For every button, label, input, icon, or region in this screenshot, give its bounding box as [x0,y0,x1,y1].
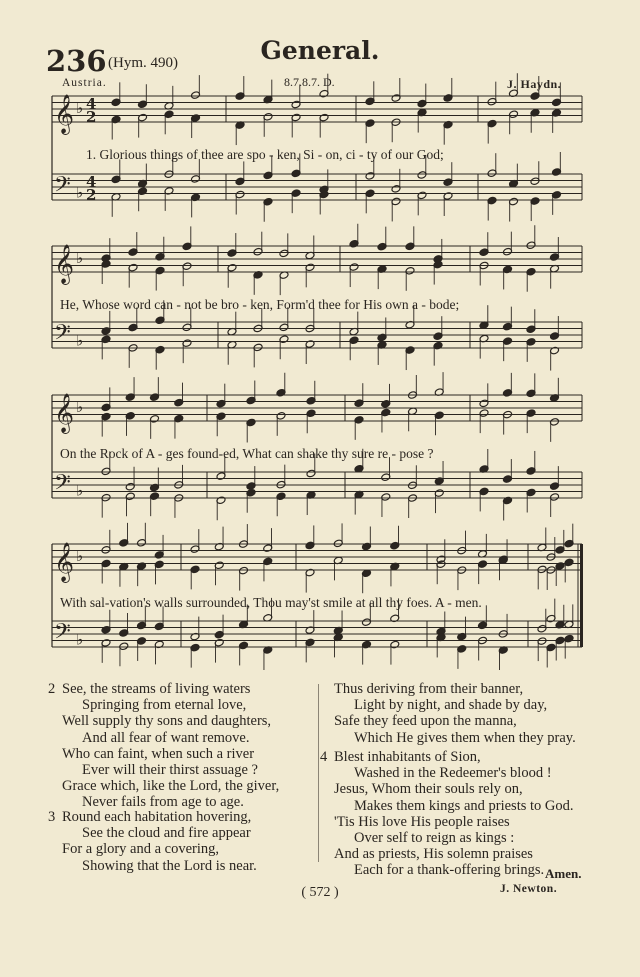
lyric-line-3: On the Rock of A - ges found-ed, What can shake thy sure re - pose ? [60,446,434,461]
treble-clef-icon: 𝄞 [54,244,75,284]
bass-clef-icon: 𝄢 [54,470,71,501]
flat-icon: ♭ [76,99,84,117]
verse-line: See the cloud and fire appear [82,825,251,842]
hymn-number: 236 [46,44,107,78]
time-signature-top: 4 [86,95,97,113]
verse-3 [62,809,257,874]
verse-number: 2 [48,681,56,697]
verse-line: Jesus, Whom their souls rely on, [334,781,523,798]
verse-4 [334,749,574,879]
verse-line: 'Tis His love His people raises [334,813,510,830]
verse-line: Ever will their thirst assuage ? [82,762,258,779]
meter: 8.7.8.7. D. [284,75,335,89]
section-title: General. [260,36,380,65]
verse-line: Light by night, and shade by day, [354,697,548,714]
lyric-line-2: He, Whose word can - not be bro - ken, Form'd thee for His own a - bode; [60,297,460,312]
treble-clef-icon: 𝄞 [54,393,75,433]
verse-line: Round each habitation hovering, [62,809,252,825]
hymn-alt-number: (Hym. 490) [108,55,178,71]
verse-line: Blest inhabitants of Sion, [334,749,481,765]
verse-line: And as priests, His solemn praises [334,846,533,863]
flat-icon: ♭ [76,547,84,565]
verse-line: Well supply thy sons and daughters, [62,713,272,730]
verse-line: See, the streams of living waters [62,681,251,697]
verse-3-continued [334,681,576,746]
verse-line: For a glory and a covering, [62,841,220,858]
verse-line: Safe they feed upon the manna, [334,713,517,730]
author-credit: J. Newton. [500,883,558,895]
flat-icon: ♭ [76,183,84,202]
verse-line: Grace which, like the Lord, the giver, [62,778,280,795]
verse-line: Who can faint, when such a river [62,745,255,762]
final-bar-thick [580,544,583,647]
verse-line: Washed in the Redeemer's blood ! [354,765,552,782]
flat-icon: ♭ [76,398,84,416]
time-signature-top: 4 [86,173,97,191]
verse-line: Makes them kings and priests to God. [354,797,574,814]
verse-line: Thus deriving from their banner, [334,681,524,697]
flat-icon: ♭ [76,249,84,267]
flat-icon: ♭ [76,481,84,500]
treble-clef-icon: 𝄞 [54,94,75,134]
verse-number: 4 [320,749,328,765]
verse-2 [62,681,279,811]
verse-line: Never fails from age to age. [82,794,244,811]
lyric-line-4: With sal-vation's walls surrounded, Thou may'st smile at all thy foes. A - men. [60,595,482,610]
time-signature-bottom: 2 [86,108,97,126]
amen-text: Amen. [545,866,582,881]
verse-line: Springing from eternal love, [82,697,247,714]
column-divider [318,684,319,862]
verse-line: Each for a thank-offering brings. [354,862,545,879]
verse-line: Over self to reign as kings : [354,830,515,847]
bass-clef-icon: 𝄢 [54,172,71,203]
verse-line: And all fear of want remove. [82,729,250,746]
verse-number: 3 [48,809,56,825]
tune-name: Austria. [62,77,107,89]
bass-clef-icon: 𝄢 [54,619,71,650]
flat-icon: ♭ [76,630,84,649]
time-signature-bottom: 2 [86,186,97,204]
verse-line: Which He gives them when they pray. [354,729,576,746]
lyric-line-1: 1. Glorious things of thee are spo - ken, Si - on, ci - ty of our God; [86,147,444,162]
flat-icon: ♭ [76,331,84,350]
treble-clef-icon: 𝄞 [54,542,75,582]
bass-clef-icon: 𝄢 [54,320,71,351]
composer: J. Haydn. [507,77,562,91]
page-number: ( 572 ) [301,885,339,900]
verse-line: Showing that the Lord is near. [82,857,257,874]
